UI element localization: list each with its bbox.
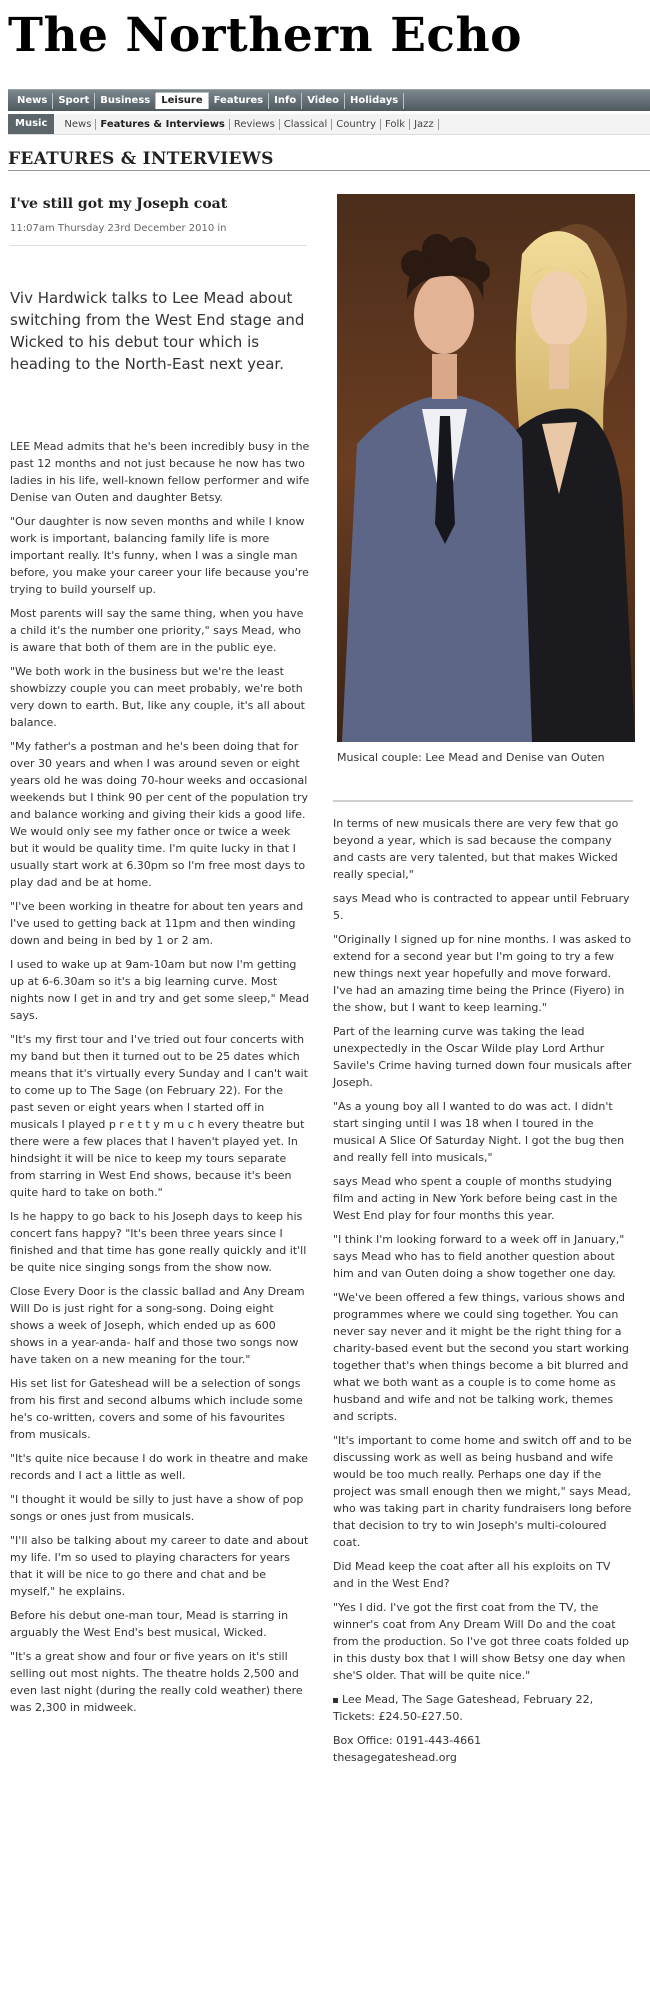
paragraph: LEE Mead admits that he's been incredibly busy in the past 12 months and not just because he now has two ladies in his life, well-known fellow performer and wife Denise van Outen and daughter Betsy. [10, 440, 310, 504]
paragraph: "I've been working in theatre for about ten years and I've used to getting back at 11pm and then winding down and being in bed by 1 or 2 am. [10, 900, 304, 947]
paragraph: Is he happy to go back to his Joseph days to keep his concert fans happy? "It's been three years since I finished and that time has gone really quickly and it'll be quite nice singing songs from the show now. [10, 1210, 307, 1274]
box-office [333, 1732, 633, 1749]
paragraph: "It's important to come home and switch off and to be discussing work as well as being husband and wife would be too much really. Perhaps one day if the project was small enough then we might," says Mead, who was taking part in charity fundraisers long before that decision to try to win Joseph's multi-coloured coat. [333, 1434, 632, 1549]
article-body-left [10, 438, 310, 1723]
nav-section-music[interactable]: Music [8, 114, 54, 134]
subnav-item-classical[interactable]: Classical [280, 119, 333, 130]
website-link[interactable]: thesagegateshead.org [333, 1751, 457, 1764]
paragraph: "We've been offered a few things, various shows and programmes where we could sing together. You can never say never and it might be the right thing for a charity-based event but the second you start working together that's when things become a bit blurred and what we both want as a couple is to come home as husband and wife and not be talking work, themes and scripts. [333, 1291, 629, 1423]
secondary-nav [8, 114, 650, 135]
paragraph: Close Every Door is the classic ballad and Any Dream Will Do is just right for a song-song. Doing eight shows a week of Joseph, which ended up as 600 shows in a year-anda- half and those two songs now have taken on a new meaning for the tour." [10, 1285, 305, 1366]
paragraph: "Yes I did. I've got the first coat from the TV, the winner's coat from Any Dream Will Do and the coat from the production. So I've got three coats folded up in this dusty box that I will show Betsy one day when she'S older. That will be quite nice." [333, 1601, 629, 1682]
section-title: FEATURES & INTERVIEWS [8, 149, 274, 169]
event-info-text: Lee Mead, The Sage Gateshead, February 22, Tickets: £24.50-£27.50. [333, 1693, 594, 1723]
photo-caption: Musical couple: Lee Mead and Denise van Outen [337, 751, 605, 764]
nav-item-video[interactable]: Video [302, 93, 345, 109]
paragraph: Most parents will say the same thing, when you have a child it's the number one priority," says Mead, who is aware that both of them are in the public eye. [10, 607, 304, 654]
subnav-item-jazz[interactable]: Jazz [410, 119, 439, 130]
subnav-item-country[interactable]: Country [332, 119, 381, 130]
article-lede: Viv Hardwick talks to Lee Mead about switching from the West End stage and Wicked to his debut tour which is heading to the North-East next year. [10, 289, 305, 373]
masthead-logo[interactable]: The Northern Echo [8, 8, 523, 63]
paragraph: "It's a great show and four or five years on it's still selling out most nights. The theatre holds 2,500 and even last night (during the really cold weather) there was 2,300 in midweek. [10, 1650, 303, 1714]
paragraph: Before his debut one-man tour, Mead is starring in arguably the West End's best musical, Wicked. [10, 1609, 289, 1639]
paragraph: "Originally I signed up for nine months. I was asked to extend for a second year but I'm going to try a few new things next year hopefully and move forward. I've had an amazing time being the Prince (Fiyero) in the show, but I want to keep learning." [333, 933, 632, 1014]
dateline-divider [10, 245, 307, 246]
subnav-item-folk[interactable]: Folk [381, 119, 410, 130]
event-info [333, 1691, 633, 1725]
paragraph: I used to wake up at 9am-10am but now I'm getting up at 6-6.30am so it's a big learning curve. Most nights now I get in and try and get some sleep," Mead says. [10, 958, 310, 1022]
paragraph: "I thought it would be silly to just have a show of pop songs or ones just from musicals. [10, 1493, 304, 1523]
paragraph: "It's quite nice because I do work in theatre and make records and I act a little as well. [10, 1452, 308, 1482]
nav-item-info[interactable]: Info [269, 93, 302, 109]
paragraph: "I think I'm looking forward to a week off in January," says Mead who has to field another question about him and van Outen doing a show together one day. [333, 1233, 625, 1280]
paragraph: says Mead who spent a couple of months studying film and acting in New York before being cast in the West End play for four months this year. [333, 1175, 618, 1222]
primary-nav [8, 89, 650, 111]
nav-item-leisure[interactable]: Leisure [156, 92, 208, 109]
article-photo[interactable] [337, 194, 635, 742]
paragraph: "As a young boy all I wanted to do was act. I didn't start singing until I was 18 when I toured in the musical A Slice Of Saturday Night. I got the bug then and really fell into musicals," [333, 1100, 625, 1164]
paragraph: "I'll also be talking about my career to date and about my life. I'm so used to playing characters for years that it will be nice to go there and chat and be myself," he explains. [10, 1534, 309, 1598]
article-body-right [333, 815, 633, 1773]
caption-divider [333, 800, 633, 802]
box-office-text: Box Office: 0191-443-4661 [333, 1734, 482, 1747]
subnav-item-features-interviews[interactable]: Features & Interviews [96, 119, 229, 130]
article-dateline: 11:07am Thursday 23rd December 2010 in [10, 223, 227, 234]
section-divider [8, 170, 650, 171]
article-headline: I've still got my Joseph coat [10, 196, 228, 212]
nav-item-features[interactable]: Features [209, 93, 270, 109]
paragraph: Part of the learning curve was taking the lead unexpectedly in the Oscar Wilde play Lord Arthur Savile's Crime having turned down four musicals after Joseph. [333, 1025, 632, 1089]
paragraph: "Our daughter is now seven months and while I know work is important, balancing family life is more important really. It's funny, when I was a single man before, you make your career your life because you're trying to build yourself up. [10, 515, 309, 596]
paragraph: "It's my first tour and I've tried out four concerts with my band but then it turned out to be 25 dates which means that it's virtually every Sunday and I can't wait to come up to The Sage (on February 22). For the past seven or eight years when I started off in musicals I played p r e t t y m u c h every theatre but there were a few places that I haven't played yet. In hindsight it will be nice to keep my tours separate from starring in West End shows, because it's been quite hard to take on both." [10, 1033, 308, 1199]
paragraph: His set list for Gateshead will be a selection of songs from his first and second albums which include some he's co-written, covers and some of his favourites from musicals. [10, 1377, 303, 1441]
paragraph: In terms of new musicals there are very few that go beyond a year, which is sad because the company and casts are very talented, but that makes Wicked really special," [333, 817, 619, 881]
paragraph: Did Mead keep the coat after all his exploits on TV and in the West End? [333, 1560, 611, 1590]
paragraph: "We both work in the business but we're the least showbizzy couple you can meet probably, we're both very down to earth. But, like any couple, it's all about balance. [10, 665, 305, 729]
couple-photo-illustration [337, 194, 635, 742]
paragraph: says Mead who is contracted to appear until February 5. [333, 892, 630, 922]
nav-item-holidays[interactable]: Holidays [345, 93, 404, 109]
nav-item-business[interactable]: Business [95, 93, 156, 109]
nav-item-news[interactable]: News [12, 93, 53, 109]
bullet-icon [333, 1698, 338, 1703]
paragraph: "My father's a postman and he's been doing that for over 30 years and when I was around seven or eight years old he was doing 70-hour weeks and occasional weekends but I think 90 per cent of the population try and balance working and giving their kids a good life. We would only see my father once or twice a week but it would be quality time. I'm quite lucky in that I usually start work at 6.30pm so I'm free most days to play dad and be at home. [10, 740, 309, 889]
subnav-item-news[interactable]: News [60, 119, 96, 130]
subnav-item-reviews[interactable]: Reviews [230, 119, 280, 130]
nav-item-sport[interactable]: Sport [53, 93, 95, 109]
